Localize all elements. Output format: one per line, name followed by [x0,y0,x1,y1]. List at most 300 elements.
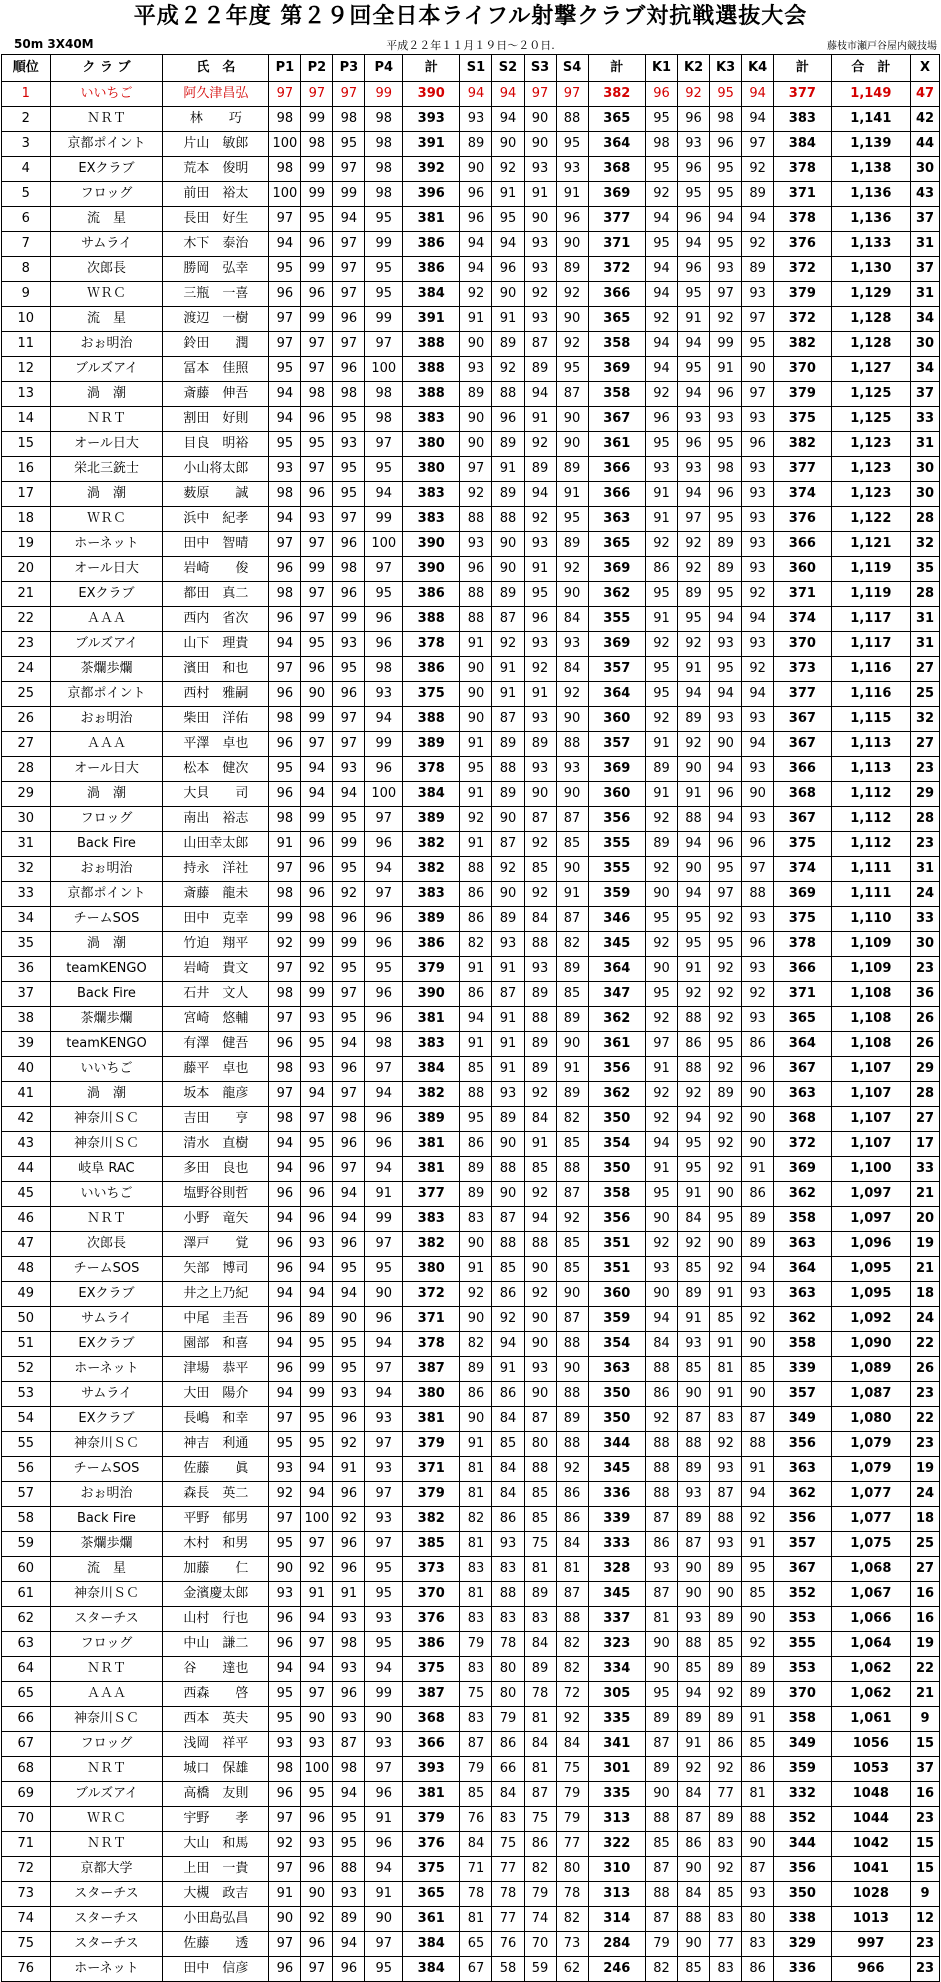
cell-s2: 88 [492,1157,524,1182]
cell-s1: 91 [460,732,492,757]
cell-s4: 87 [556,382,588,407]
cell-k3: 92 [710,982,742,1007]
cell-k1: 95 [646,907,678,932]
cell-x-count: 27 [911,1107,940,1132]
table-row [2,232,940,257]
cell-p1: 94 [269,1157,301,1182]
cell-s2: 80 [492,1657,524,1682]
cell-rank: 9 [2,282,51,307]
cell-rank: 1 [2,82,51,107]
cell-prone-subtotal: 390 [403,557,460,582]
cell-p2: 94 [301,1482,333,1507]
cell-s4: 90 [556,232,588,257]
cell-s2: 89 [492,1107,524,1132]
cell-prone-subtotal: 384 [403,1957,460,1982]
cell-p4: 99 [365,732,403,757]
cell-k4: 90 [742,1132,774,1157]
cell-p2: 90 [301,682,333,707]
cell-p2: 97 [301,582,333,607]
cell-prone-subtotal: 383 [403,1032,460,1057]
cell-p2: 93 [301,1232,333,1257]
cell-rank: 42 [2,1107,51,1132]
cell-s2: 66 [492,1757,524,1782]
cell-grand-total: 1,123 [831,432,911,457]
cell-p1: 90 [269,1557,301,1582]
cell-k1: 92 [646,307,678,332]
cell-k4: 91 [742,1457,774,1482]
cell-p2: 99 [301,1357,333,1382]
cell-p1: 97 [269,1932,301,1957]
cell-standing-subtotal: 337 [588,1607,645,1632]
cell-standing-subtotal: 350 [588,1157,645,1182]
cell-p3: 94 [333,207,365,232]
cell-grand-total: 1,112 [831,832,911,857]
cell-prone-subtotal: 388 [403,707,460,732]
cell-grand-total: 1,079 [831,1432,911,1457]
cell-rank: 36 [2,957,51,982]
cell-k3: 95 [710,82,742,107]
cell-grand-total: 1,123 [831,482,911,507]
cell-s4: 86 [556,1482,588,1507]
cell-standing-subtotal: 361 [588,432,645,457]
cell-k1: 79 [646,1932,678,1957]
cell-k2: 88 [678,807,710,832]
cell-grand-total: 966 [831,1957,911,1982]
table-row [2,557,940,582]
cell-k4: 85 [742,1357,774,1382]
cell-p3: 97 [333,1157,365,1182]
cell-name: 長嶋 和幸 [163,1407,269,1432]
cell-standing-subtotal: 361 [588,1032,645,1057]
cell-k3: 93 [710,257,742,282]
cell-p2: 97 [301,1632,333,1657]
cell-k2: 89 [678,582,710,607]
cell-k2: 94 [678,232,710,257]
cell-p4: 96 [365,907,403,932]
cell-s3: 87 [524,332,556,357]
cell-k3: 87 [710,1482,742,1507]
cell-s2: 84 [492,1482,524,1507]
cell-kneeling-subtotal: 377 [774,682,831,707]
cell-name: 金濱慶太郎 [163,1582,269,1607]
cell-p4: 97 [365,432,403,457]
cell-prone-subtotal: 379 [403,957,460,982]
cell-p4: 97 [365,882,403,907]
cell-kneeling-subtotal: 375 [774,407,831,432]
cell-s3: 92 [524,1182,556,1207]
cell-s3: 92 [524,832,556,857]
cell-x-count: 44 [911,132,940,157]
table-row [2,407,940,432]
cell-s2: 91 [492,182,524,207]
cell-s2: 93 [492,1532,524,1557]
cell-p2: 98 [301,382,333,407]
cell-name: 澤戸 覚 [163,1232,269,1257]
cell-s1: 86 [460,882,492,907]
cell-p2: 99 [301,932,333,957]
cell-standing-subtotal: 322 [588,1832,645,1857]
cell-s1: 81 [460,1482,492,1507]
cell-k2: 90 [678,1932,710,1957]
cell-club: ブルズアイ [50,357,163,382]
cell-k4: 96 [742,1057,774,1082]
cell-prone-subtotal: 377 [403,1182,460,1207]
cell-s3: 81 [524,1707,556,1732]
cell-standing-subtotal: 354 [588,1132,645,1157]
cell-p2: 96 [301,407,333,432]
cell-p1: 97 [269,857,301,882]
cell-grand-total: 1,116 [831,682,911,707]
cell-standing-subtotal: 366 [588,482,645,507]
cell-p2: 91 [301,1582,333,1607]
cell-p4: 95 [365,1557,403,1582]
cell-x-count: 27 [911,732,940,757]
cell-k3: 95 [710,232,742,257]
cell-grand-total: 1,130 [831,257,911,282]
cell-s1: 71 [460,1857,492,1882]
cell-rank: 76 [2,1957,51,1982]
cell-k4: 93 [742,632,774,657]
cell-p3: 95 [333,1832,365,1857]
cell-p4: 96 [365,1007,403,1032]
cell-grand-total: 1,064 [831,1632,911,1657]
cell-club: teamKENGO [50,1032,163,1057]
cell-prone-subtotal: 384 [403,282,460,307]
cell-s1: 92 [460,1282,492,1307]
cell-club: オール日大 [50,757,163,782]
cell-p4: 94 [365,1857,403,1882]
cell-grand-total: 1,115 [831,707,911,732]
cell-standing-subtotal: 313 [588,1807,645,1832]
cell-k4: 87 [742,1407,774,1432]
cell-k4: 92 [742,1632,774,1657]
cell-name: 宮崎 悠輔 [163,1007,269,1032]
cell-p4: 96 [365,1132,403,1157]
table-row [2,1432,940,1457]
cell-k1: 95 [646,107,678,132]
cell-club: いいちご [50,82,163,107]
table-row [2,1807,940,1832]
cell-s3: 81 [524,1557,556,1582]
cell-p2: 94 [301,1657,333,1682]
cell-s1: 67 [460,1957,492,1982]
cell-s2: 84 [492,1407,524,1432]
cell-k4: 85 [742,1732,774,1757]
cell-grand-total: 1,109 [831,957,911,982]
cell-k4: 93 [742,407,774,432]
cell-p3: 99 [333,607,365,632]
table-row [2,482,940,507]
cell-p1: 98 [269,107,301,132]
cell-s4: 87 [556,1182,588,1207]
cell-s1: 75 [460,1682,492,1707]
cell-k3: 89 [710,1557,742,1582]
cell-p3: 96 [333,1232,365,1257]
cell-x-count: 30 [911,932,940,957]
cell-standing-subtotal: 356 [588,1057,645,1082]
cell-s3: 87 [524,1407,556,1432]
cell-p4: 93 [365,1407,403,1432]
cell-x-count: 19 [911,1632,940,1657]
cell-k3: 94 [710,807,742,832]
table-row [2,1882,940,1907]
table-row [2,1182,940,1207]
cell-kneeling-subtotal: 350 [774,1882,831,1907]
cell-p1: 98 [269,707,301,732]
cell-x-count: 34 [911,307,940,332]
cell-k3: 92 [710,1132,742,1157]
cell-k1: 91 [646,1157,678,1182]
cell-grand-total: 1048 [831,1782,911,1807]
cell-p4: 95 [365,207,403,232]
cell-p2: 94 [301,1457,333,1482]
cell-k1: 87 [646,1582,678,1607]
cell-s4: 91 [556,482,588,507]
table-row [2,307,940,332]
cell-x-count: 24 [911,1482,940,1507]
cell-k1: 87 [646,1507,678,1532]
cell-k1: 82 [646,1957,678,1982]
table-row [2,757,940,782]
cell-x-count: 33 [911,907,940,932]
cell-k4: 91 [742,1157,774,1182]
cell-s3: 91 [524,1132,556,1157]
cell-kneeling-subtotal: 369 [774,882,831,907]
cell-x-count: 12 [911,1907,940,1932]
cell-p1: 97 [269,532,301,557]
cell-k2: 95 [678,182,710,207]
cell-s1: 88 [460,607,492,632]
cell-s3: 92 [524,282,556,307]
table-row [2,1682,940,1707]
cell-p1: 94 [269,1332,301,1357]
cell-standing-subtotal: 365 [588,532,645,557]
cell-p3: 93 [333,1607,365,1632]
cell-p1: 98 [269,882,301,907]
cell-grand-total: 1028 [831,1882,911,1907]
cell-s2: 75 [492,1832,524,1857]
cell-prone-subtotal: 373 [403,1557,460,1582]
cell-name: 冨本 佳照 [163,357,269,382]
cell-p2: 97 [301,1107,333,1132]
cell-kneeling-subtotal: 374 [774,607,831,632]
cell-standing-subtotal: 351 [588,1232,645,1257]
cell-prone-subtotal: 361 [403,1907,460,1932]
cell-prone-subtotal: 375 [403,1657,460,1682]
cell-s2: 83 [492,1607,524,1632]
cell-k1: 90 [646,1632,678,1657]
cell-s3: 89 [524,1057,556,1082]
cell-k2: 94 [678,382,710,407]
cell-standing-subtotal: 362 [588,582,645,607]
cell-p4: 95 [365,282,403,307]
cell-s4: 95 [556,507,588,532]
cell-s3: 88 [524,1457,556,1482]
cell-s1: 91 [460,1432,492,1457]
cell-p4: 97 [365,807,403,832]
cell-s1: 81 [460,1532,492,1557]
cell-name: 小野 竜矢 [163,1207,269,1232]
cell-k2: 96 [678,432,710,457]
cell-k4: 89 [742,182,774,207]
cell-k4: 86 [742,1182,774,1207]
cell-s4: 91 [556,882,588,907]
cell-k1: 88 [646,1482,678,1507]
cell-kneeling-subtotal: 383 [774,107,831,132]
cell-s2: 90 [492,282,524,307]
cell-kneeling-subtotal: 349 [774,1732,831,1757]
cell-s1: 90 [460,332,492,357]
cell-grand-total: 1,112 [831,782,911,807]
cell-k4: 93 [742,1882,774,1907]
cell-k4: 89 [742,1682,774,1707]
cell-grand-total: 1,097 [831,1207,911,1232]
cell-rank: 24 [2,657,51,682]
cell-rank: 74 [2,1907,51,1932]
cell-k3: 93 [710,707,742,732]
cell-standing-subtotal: 363 [588,1357,645,1382]
cell-s4: 84 [556,657,588,682]
cell-s4: 80 [556,1857,588,1882]
cell-grand-total: 1,112 [831,807,911,832]
cell-rank: 45 [2,1182,51,1207]
cell-name: 前田 裕太 [163,182,269,207]
cell-k4: 96 [742,832,774,857]
cell-k2: 91 [678,657,710,682]
cell-rank: 10 [2,307,51,332]
table-row [2,1357,940,1382]
cell-p4: 97 [365,1482,403,1507]
header-k4: K4 [742,55,774,82]
cell-prone-subtotal: 383 [403,482,460,507]
cell-k3: 85 [710,1632,742,1657]
cell-p1: 95 [269,257,301,282]
cell-p1: 97 [269,1807,301,1832]
cell-s1: 82 [460,1332,492,1357]
cell-kneeling-subtotal: 329 [774,1932,831,1957]
cell-p3: 93 [333,757,365,782]
cell-club: ＷＲＣ [50,282,163,307]
cell-name: 塩野谷則哲 [163,1182,269,1207]
cell-prone-subtotal: 386 [403,232,460,257]
cell-s1: 89 [460,1357,492,1382]
cell-s2: 79 [492,1707,524,1732]
cell-s3: 89 [524,1657,556,1682]
cell-rank: 23 [2,632,51,657]
cell-p1: 95 [269,1532,301,1557]
cell-k2: 93 [678,1482,710,1507]
cell-name: 大山 和馬 [163,1832,269,1857]
cell-p4: 91 [365,1882,403,1907]
cell-p3: 96 [333,682,365,707]
cell-k1: 92 [646,1007,678,1032]
cell-p1: 96 [269,607,301,632]
cell-kneeling-subtotal: 358 [774,1207,831,1232]
cell-grand-total: 1,111 [831,857,911,882]
cell-rank: 16 [2,457,51,482]
cell-p1: 96 [269,1182,301,1207]
cell-k1: 89 [646,757,678,782]
cell-name: 持永 洋社 [163,857,269,882]
cell-s2: 92 [492,357,524,382]
cell-standing-subtotal: 284 [588,1932,645,1957]
cell-x-count: 47 [911,82,940,107]
cell-s3: 93 [524,707,556,732]
cell-s1: 97 [460,457,492,482]
cell-p2: 96 [301,832,333,857]
cell-k4: 97 [742,382,774,407]
cell-p4: 99 [365,82,403,107]
cell-k1: 92 [646,707,678,732]
cell-rank: 66 [2,1707,51,1732]
cell-k2: 90 [678,857,710,882]
cell-k1: 92 [646,632,678,657]
cell-x-count: 23 [911,1957,940,1982]
venue-label: 藤枝市瀬戸谷屋内競技場 [827,41,937,52]
table-row [2,657,940,682]
cell-club: オール日大 [50,557,163,582]
table-row [2,1907,940,1932]
cell-prone-subtotal: 384 [403,1932,460,1957]
cell-k2: 90 [678,757,710,782]
cell-s3: 90 [524,1382,556,1407]
cell-k3: 92 [710,1857,742,1882]
cell-prone-subtotal: 380 [403,1257,460,1282]
cell-standing-subtotal: 359 [588,882,645,907]
cell-k1: 94 [646,1307,678,1332]
cell-standing-subtotal: 363 [588,507,645,532]
cell-p1: 97 [269,1082,301,1107]
header-s3: S3 [524,55,556,82]
cell-rank: 19 [2,532,51,557]
cell-s4: 82 [556,1657,588,1682]
table-row [2,1157,940,1182]
cell-kneeling-subtotal: 363 [774,1457,831,1482]
cell-p4: 90 [365,1907,403,1932]
cell-s2: 83 [492,1557,524,1582]
cell-club: 流 星 [50,1557,163,1582]
cell-k2: 91 [678,1732,710,1757]
table-row [2,82,940,107]
cell-x-count: 23 [911,757,940,782]
cell-p1: 94 [269,1282,301,1307]
cell-x-count: 23 [911,957,940,982]
cell-kneeling-subtotal: 382 [774,332,831,357]
cell-s2: 94 [492,107,524,132]
cell-standing-subtotal: 360 [588,707,645,732]
cell-name: 鈴田 潤 [163,332,269,357]
cell-kneeling-subtotal: 375 [774,832,831,857]
cell-p2: 94 [301,1257,333,1282]
cell-p1: 94 [269,1657,301,1682]
cell-club: Back Fire [50,1507,163,1532]
cell-prone-subtotal: 372 [403,1282,460,1307]
cell-rank: 30 [2,807,51,832]
cell-rank: 22 [2,607,51,632]
cell-s4: 82 [556,1632,588,1657]
cell-k4: 81 [742,1782,774,1807]
cell-p1: 95 [269,1432,301,1457]
header-k2: K2 [678,55,710,82]
cell-p1: 98 [269,157,301,182]
cell-s1: 84 [460,1832,492,1857]
cell-k3: 90 [710,1582,742,1607]
table-row [2,632,940,657]
cell-rank: 29 [2,782,51,807]
cell-p4: 98 [365,657,403,682]
cell-club: スターチス [50,1607,163,1632]
cell-s3: 93 [524,157,556,182]
